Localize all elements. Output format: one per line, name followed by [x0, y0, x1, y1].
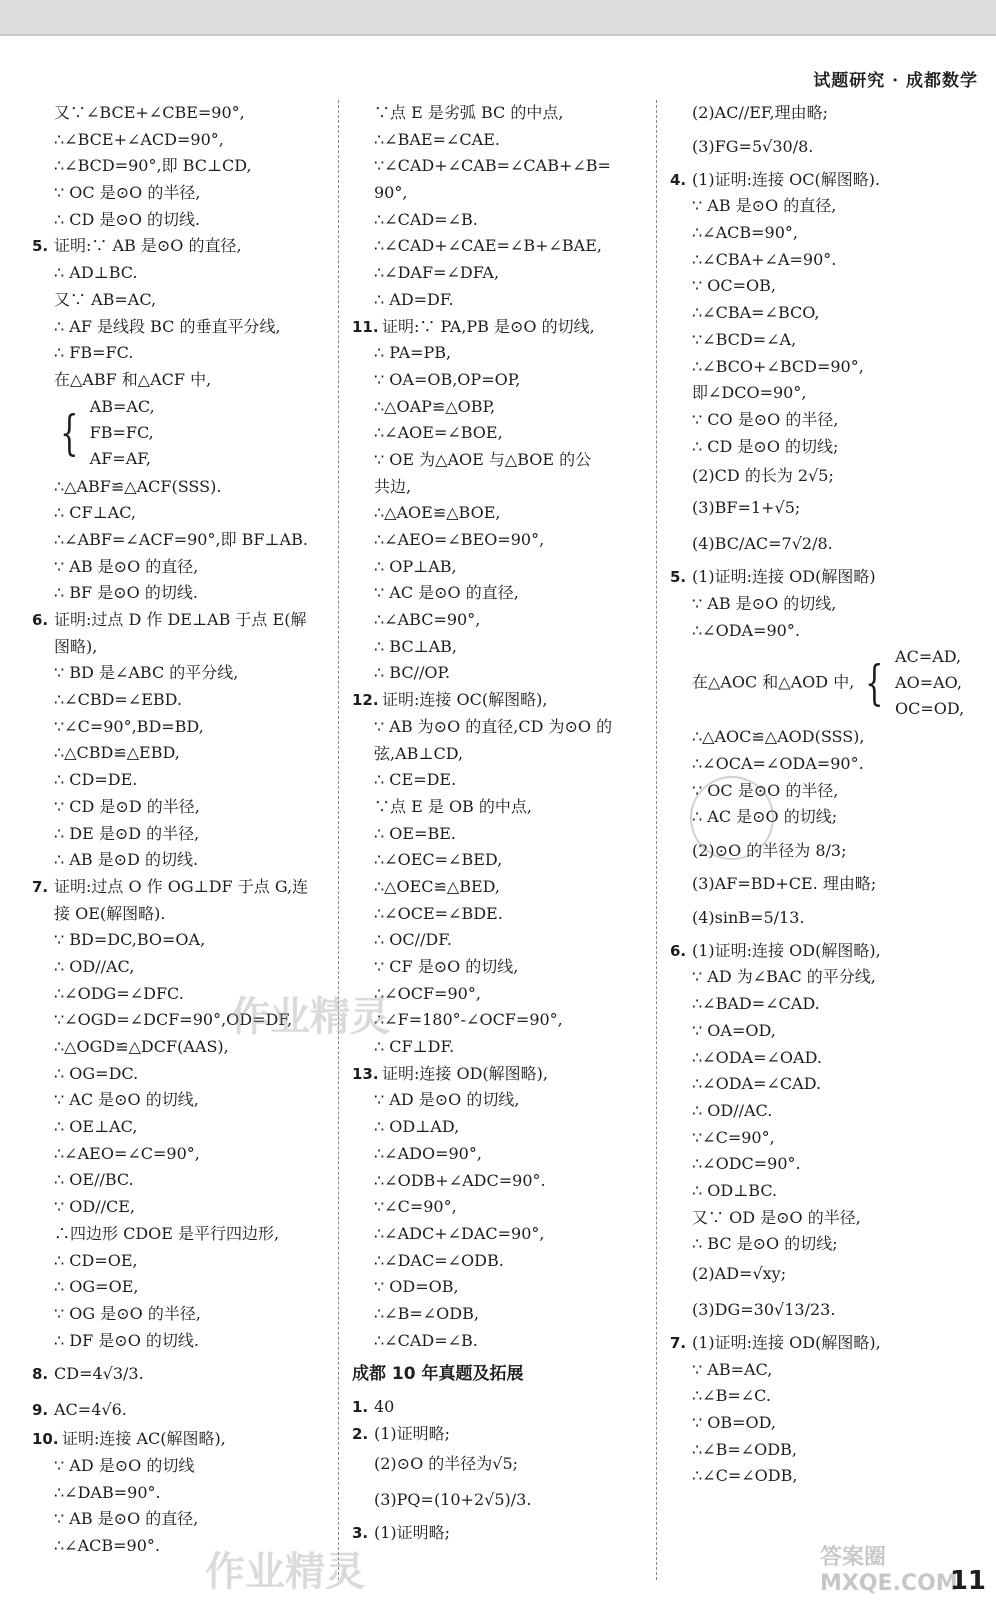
- text-line: 证明:连接 AC(解图略),: [62, 1429, 226, 1449]
- problem-item: [32, 874, 332, 901]
- text-line: ∴∠AEO=∠C=90°,: [54, 1143, 200, 1163]
- text-line: ∴ OD//AC.: [692, 1100, 773, 1120]
- text-line: (1)证明略;: [374, 1424, 451, 1443]
- text-line: 证明:过点 O 作 OG⊥DF 于点 G,连: [54, 876, 309, 896]
- answer-column-2: [352, 100, 652, 1546]
- problem-item: [352, 1421, 652, 1448]
- brace-system: [670, 644, 982, 724]
- problem-number: 7.: [32, 877, 49, 896]
- text-line: (1)证明:连接 OD(解图略),: [692, 940, 881, 960]
- equation-stack: [90, 394, 155, 472]
- text-line: ∴ CD=DE.: [54, 770, 138, 790]
- text-line: ∴∠AEO=∠BEO=90°,: [374, 530, 545, 549]
- text-line: ∴∠F=180°-∠OCF=90°,: [374, 1010, 563, 1030]
- text-line: (3)FG=5√30/8.: [692, 136, 814, 156]
- text-line: ∴ OE//BC.: [54, 1170, 134, 1190]
- text-line: 图略),: [54, 636, 98, 656]
- problem-item: [352, 314, 652, 341]
- text-line: ∴△AOE≌△BOE,: [374, 503, 501, 523]
- text-line: 共边,: [374, 476, 412, 496]
- text-line: ∵ AB 是⊙O 的直径,: [692, 196, 837, 216]
- text-line: ∴∠ODA=90°.: [692, 620, 800, 640]
- text-line: ∵ BD=DC,BO=OA,: [54, 930, 206, 950]
- text-line: (4)BC/AC=7√2/8.: [692, 534, 833, 554]
- text-line: ∴△OEC≌△BED,: [374, 876, 501, 896]
- text-line: ∴∠ODA=∠OAD.: [692, 1047, 822, 1067]
- text-line: ∵ OC=OB,: [692, 276, 776, 296]
- text-line: ∴∠CAD=∠B.: [374, 1330, 478, 1350]
- equation-stack: [895, 644, 964, 722]
- text-line: ∴∠ADO=90°,: [374, 1143, 482, 1163]
- text-line: 接 OE(解图略).: [54, 903, 166, 923]
- text-line: ∴∠OCE=∠BDE.: [374, 903, 503, 923]
- problem-item: [32, 1354, 332, 1394]
- text-line: ∴∠B=∠ODB,: [692, 1439, 797, 1459]
- problem-item: [670, 938, 982, 965]
- brace-icon: {: [865, 655, 884, 712]
- text-line: ∴ AC 是⊙O 的切线;: [692, 807, 838, 827]
- watermark-text: 作业精灵: [230, 994, 390, 1040]
- problem-number: 11.: [352, 317, 379, 336]
- text-line: ∵∠C=90°,BD=BD,: [54, 716, 204, 736]
- problem-item: [32, 1394, 332, 1426]
- text-line: ∴∠ODC=90°.: [692, 1154, 801, 1174]
- text-line: ∴ CE=DE.: [374, 770, 457, 790]
- text-line: ∴ CD 是⊙O 的切线.: [54, 209, 201, 229]
- text-line: (3)BF=1+√5;: [692, 498, 801, 518]
- equation: AF=AF,: [89, 448, 151, 468]
- text-line: ∵ OC 是⊙O 的半径,: [692, 780, 839, 800]
- brace-icon: {: [60, 404, 79, 461]
- text-line: ∴ OG=OE,: [54, 1277, 139, 1297]
- problem-number: 4.: [670, 170, 687, 189]
- problem-item: [32, 1426, 332, 1453]
- text-line: ∴∠CBA+∠A=90°.: [692, 249, 837, 269]
- text-line: ∴∠B=∠ODB,: [374, 1303, 479, 1323]
- problem-number: 6.: [32, 611, 49, 629]
- text-line: ∴ OE=BE.: [374, 823, 456, 843]
- text-line: (3)DG=30√13/23.: [692, 1300, 836, 1319]
- problem-item: [352, 1394, 652, 1421]
- text-line: ∵∠C=90°,: [692, 1127, 775, 1147]
- text-line: ∴△AOC≌△AOD(SSS),: [692, 727, 865, 747]
- watermark-text: 作业精灵: [205, 1549, 365, 1595]
- text-line: ∵ OD//CE,: [54, 1197, 135, 1217]
- text-line: ∴ CD=OE,: [54, 1250, 138, 1270]
- text-line: 又∵ AB=AC,: [54, 289, 157, 309]
- text-line: ∴ AD=DF.: [374, 289, 454, 309]
- equation: AC=AD,: [895, 647, 962, 667]
- problem-item: [352, 1520, 652, 1547]
- text-line: ∴∠BAE=∠CAE.: [374, 129, 500, 149]
- text-line: ∴ OE⊥AC,: [54, 1117, 138, 1137]
- answer-formula: AC=4√6.: [54, 1400, 127, 1420]
- problem-item: [670, 167, 982, 194]
- text-line: ∵ CF 是⊙O 的切线,: [374, 957, 519, 976]
- text-line: (1)证明:连接 OC(解图略).: [692, 169, 881, 189]
- column-divider: [656, 100, 657, 1580]
- problem-item: [32, 233, 332, 260]
- text-line: (1)证明略;: [374, 1522, 451, 1542]
- text-line: 证明:连接 OC(解图略),: [382, 690, 548, 710]
- text-line: ∵ OE 为△AOE 与△BOE 的公: [374, 449, 592, 469]
- text-line: ∴∠BCD=90°,即 BC⊥CD,: [54, 156, 252, 176]
- text-line: ∵ AB=AC,: [692, 1359, 773, 1379]
- problem-number: 5.: [670, 568, 687, 587]
- text-line: (4)sinB=5/13.: [692, 907, 805, 927]
- problem-number: 5.: [32, 237, 49, 256]
- text-line: ∴ BC 是⊙O 的切线;: [692, 1234, 838, 1254]
- problem-number: 10.: [32, 1430, 59, 1449]
- problem-number: 12.: [352, 691, 379, 710]
- text-line: ∴ FB=FC.: [54, 343, 134, 363]
- text-line: ∴ OP⊥AB,: [374, 556, 457, 576]
- text-line: 证明:∵ PA,PB 是⊙O 的切线,: [382, 316, 595, 336]
- column-divider: [338, 100, 339, 1580]
- text-line: ∵ OG 是⊙O 的半径,: [54, 1303, 201, 1323]
- text-line: (2)⊙O 的半径为 8/3;: [692, 841, 847, 861]
- text-line: ∴∠C=∠ODB,: [692, 1466, 798, 1486]
- text-line: ∵ AC 是⊙O 的切线,: [54, 1090, 199, 1110]
- text-line: ∴ CD 是⊙O 的切线;: [692, 436, 839, 456]
- text-line: ∵∠OGD=∠DCF=90°,OD=DF,: [54, 1010, 293, 1030]
- text-line: 即∠DCO=90°,: [692, 383, 807, 403]
- text-line: 证明:连接 OD(解图略),: [382, 1063, 548, 1083]
- page-number: 11: [949, 1566, 986, 1596]
- text-line: ∴∠ODA=∠CAD.: [692, 1074, 822, 1094]
- equation: FB=FC,: [89, 422, 154, 442]
- answer-formula: CD=4√3/3.: [54, 1364, 144, 1384]
- text-line: ∵ AD 为∠BAC 的平分线,: [692, 967, 876, 987]
- text-line: ∴ OD⊥AD,: [374, 1117, 460, 1137]
- text-line: ∴ OD//AC,: [54, 956, 135, 976]
- text-line: ∵ AB 为⊙O 的直径,CD 为⊙O 的: [374, 716, 613, 736]
- text-line: ∵∠CAD+∠CAB=∠CAB+∠B=: [374, 156, 611, 176]
- text-line: ∴∠ODG=∠DFC.: [54, 983, 184, 1003]
- text-line: ∴ CF⊥AC,: [54, 503, 136, 523]
- problem-item: [670, 1330, 982, 1357]
- problem-item: [352, 1061, 652, 1088]
- text-line: ∴∠ABC=90°,: [374, 610, 481, 630]
- section-title: 成都 10 年真题及拓展: [352, 1364, 524, 1385]
- equation: AO=AO,: [895, 673, 962, 693]
- text-line: ∴ AD⊥BC.: [54, 263, 138, 283]
- text-line: ∴∠DAB=90°.: [54, 1482, 161, 1502]
- problem-number: 9.: [32, 1401, 49, 1420]
- problem-item: [670, 564, 982, 591]
- text-line: ∵ AB 是⊙O 的直径,: [54, 556, 199, 576]
- text-line: ∵ AD 是⊙O 的切线,: [374, 1090, 520, 1110]
- text-line: ∴ AB 是⊙D 的切线.: [54, 850, 199, 870]
- text-line: ∴△OAP≌△OBP,: [374, 396, 496, 416]
- text-line: ∵ AB 是⊙O 的切线,: [692, 593, 837, 613]
- text-line: ∴△OGD≌△DCF(AAS),: [54, 1037, 229, 1056]
- text-line: ∴ OC//DF.: [374, 930, 452, 950]
- text-line: (2)AD=√xy;: [692, 1264, 787, 1283]
- text-line: ∴∠BAD=∠CAD.: [692, 994, 820, 1014]
- problem-number: 13.: [352, 1064, 379, 1083]
- text-line: ∵ AC 是⊙O 的直径,: [374, 583, 519, 603]
- text-line: ∴△CBD≌△EBD,: [54, 743, 180, 763]
- text-line: ∵∠BCD=∠A,: [692, 329, 797, 349]
- text-line: ∵ OC 是⊙O 的半径,: [54, 183, 201, 203]
- answer-column-1: [32, 100, 332, 1560]
- problem-number: 2.: [352, 1425, 369, 1443]
- text-line: ∴∠ODB+∠ADC=90°.: [374, 1170, 546, 1190]
- corner-logo: 答案圈 MXQE.COM: [820, 1545, 958, 1596]
- text-line: ∴∠BCE+∠ACD=90°,: [54, 129, 224, 149]
- problem-number: 1.: [352, 1398, 369, 1417]
- text-line: ∵ OA=OB,OP=OP,: [374, 369, 521, 389]
- text-line: ∵ CO 是⊙O 的半径,: [692, 409, 839, 429]
- text-line: 90°,: [374, 183, 408, 203]
- problem-number: 8.: [32, 1365, 49, 1384]
- text-line: ∵∠C=90°,: [374, 1197, 457, 1217]
- text-line: ∴ OD⊥BC.: [692, 1180, 778, 1200]
- scan-top-band: [0, 0, 996, 36]
- text-line: ∴∠OCA=∠ODA=90°.: [692, 754, 864, 773]
- answer-value: 40: [374, 1397, 395, 1417]
- problem-number: 3.: [352, 1523, 369, 1542]
- text-line: ∴ CF⊥DF.: [374, 1037, 455, 1057]
- text-line: ∴∠OEC=∠BED,: [374, 850, 503, 870]
- text-line: ∴ BF 是⊙O 的切线.: [54, 583, 198, 603]
- text-line: 又∵ OD 是⊙O 的半径,: [692, 1207, 861, 1227]
- text-line: ∴∠BCO+∠BCD=90°,: [692, 356, 864, 376]
- text-line: ∴∠ABF=∠ACF=90°,即 BF⊥AB.: [54, 529, 308, 549]
- text-line: ∴∠CAD=∠B.: [374, 209, 478, 229]
- text-line: ∴∠DAF=∠DFA,: [374, 263, 500, 283]
- text-line: ∵ AD 是⊙O 的切线: [54, 1455, 195, 1475]
- text-line: ∴ BC//OP.: [374, 663, 451, 683]
- text-line: ∵ OA=OD,: [692, 1020, 776, 1040]
- problem-number: 7.: [670, 1334, 687, 1352]
- text-line: ∵点 E 是 OB 的中点,: [374, 796, 532, 816]
- text-line: ∴∠ACB=90°,: [692, 223, 798, 243]
- text-line: ∴∠CBD=∠EBD.: [54, 690, 183, 710]
- text-line: 证明:过点 D 作 DE⊥AB 于点 E(解: [54, 610, 307, 629]
- text-line: ∵ AB 是⊙O 的直径,: [54, 1509, 199, 1529]
- text-line: ∴∠CBA=∠BCO,: [692, 303, 820, 323]
- text-line: 证明:∵ AB 是⊙O 的直径,: [54, 236, 242, 256]
- text-line: ∵点 E 是劣弧 BC 的中点,: [374, 103, 564, 122]
- text-line: ∴ DE 是⊙D 的半径,: [54, 823, 200, 843]
- page-header: 试题研究 · 成都数学: [813, 71, 978, 91]
- stamp-seal-icon: [690, 776, 774, 860]
- text-line: (2)CD 的长为 2√5;: [692, 466, 834, 486]
- text-line: ∴∠CAD+∠CAE=∠B+∠BAE,: [374, 236, 602, 256]
- problem-number: 6.: [670, 941, 687, 960]
- text-line: ∴ AF 是线段 BC 的垂直平分线,: [54, 316, 281, 336]
- text-line: 弦,AB⊥CD,: [374, 743, 464, 763]
- text-line: ∵ BD 是∠ABC 的平分线,: [54, 663, 239, 683]
- text-line: ∴∠B=∠C.: [692, 1386, 771, 1406]
- text-line: ∵ OD=OB,: [374, 1277, 459, 1297]
- text-line: ∴ BC⊥AB,: [374, 636, 458, 656]
- problem-item: [32, 607, 332, 634]
- text-line: (2)AC//EF,理由略;: [692, 103, 829, 122]
- equation: AB=AC,: [89, 396, 155, 416]
- text-line: ∴∠ADC+∠DAC=90°,: [374, 1223, 545, 1243]
- text-line: (2)⊙O 的半径为√5;: [374, 1453, 519, 1473]
- text-line: ∴∠OCF=90°,: [374, 983, 481, 1003]
- text-line: (3)PQ=(10+2√5)/3.: [374, 1489, 532, 1509]
- text-line: ∴∠ACB=90°.: [54, 1536, 160, 1555]
- brace-system: [32, 394, 332, 474]
- text-line: ∴∠DAC=∠ODB.: [374, 1250, 504, 1270]
- text-line: 又∵∠BCE+∠CBE=90°,: [54, 103, 245, 122]
- text-line: ∴四边形 CDOE 是平行四边形,: [54, 1223, 280, 1243]
- equation: OC=OD,: [895, 699, 965, 719]
- text-line: 在△ABF 和△ACF 中,: [54, 369, 212, 389]
- text-line: ∵ CD 是⊙D 的半径,: [54, 796, 200, 816]
- text-line: (1)证明:连接 OD(解图略),: [692, 1333, 881, 1352]
- text-line: ∴ DF 是⊙O 的切线.: [54, 1330, 199, 1350]
- problem-item: [352, 687, 652, 714]
- text-line: ∴ OG=DC.: [54, 1063, 139, 1083]
- text-line: 在△AOC 和△AOD 中,: [692, 672, 855, 692]
- text-line: (1)证明:连接 OD(解图略): [692, 567, 876, 587]
- text-line: ∴∠AOE=∠BOE,: [374, 423, 503, 443]
- text-line: ∵ OB=OD,: [692, 1413, 777, 1433]
- text-line: ∴△ABF≌△ACF(SSS).: [54, 476, 222, 496]
- text-line: (3)AF=BD+CE. 理由略;: [692, 874, 877, 894]
- text-line: ∴ PA=PB,: [374, 343, 452, 363]
